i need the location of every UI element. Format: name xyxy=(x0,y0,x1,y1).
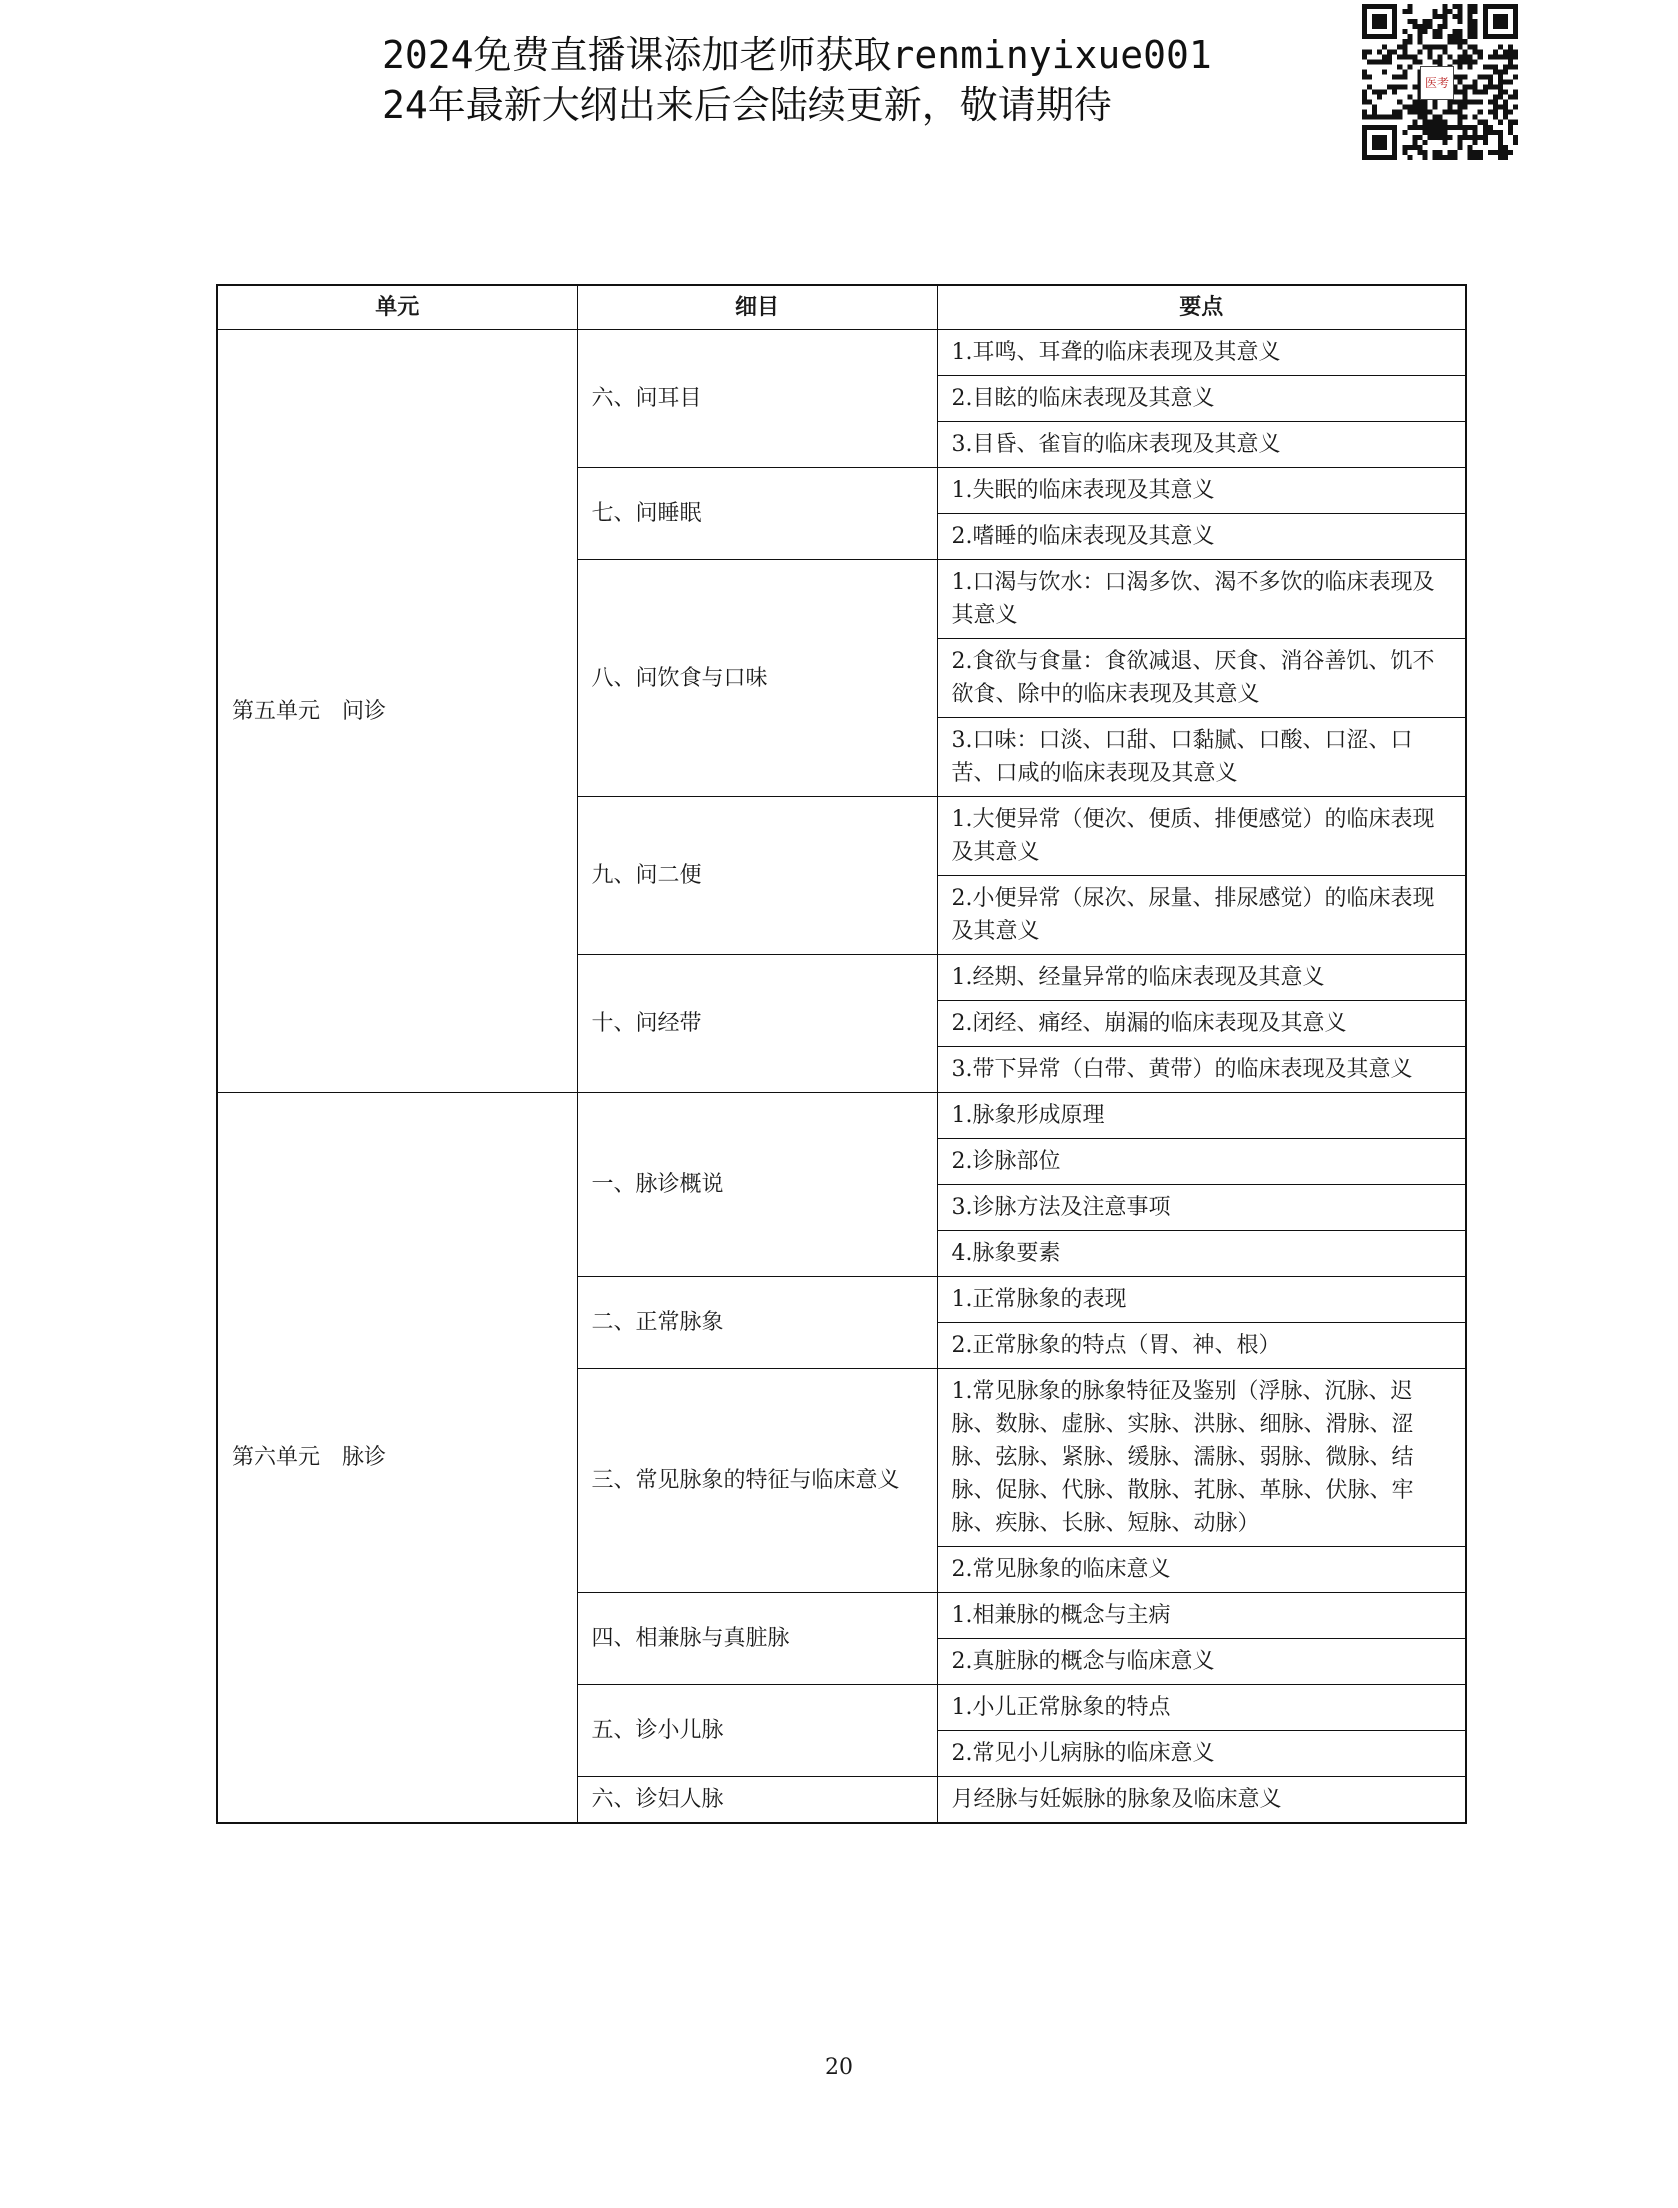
point-cell: 2.小便异常（尿次、尿量、排尿感觉）的临床表现及其意义 xyxy=(937,876,1466,955)
item-cell: 六、诊妇人脉 xyxy=(577,1777,937,1824)
page-number: 20 xyxy=(825,2055,853,2080)
point-cell: 1.相兼脉的概念与主病 xyxy=(937,1593,1466,1639)
header-point: 要点 xyxy=(937,285,1466,330)
point-cell: 1.失眠的临床表现及其意义 xyxy=(937,468,1466,514)
point-cell: 3.带下异常（白带、黄带）的临床表现及其意义 xyxy=(937,1047,1466,1093)
header-line-2: 24年最新大纲出来后会陆续更新，敬请期待 xyxy=(382,83,1112,127)
item-cell: 九、问二便 xyxy=(577,797,937,955)
point-cell: 月经脉与妊娠脉的脉象及临床意义 xyxy=(937,1777,1466,1824)
table-body xyxy=(217,330,1466,1824)
table-row xyxy=(217,330,1466,376)
point-cell: 1.口渴与饮水：口渴多饮、渴不多饮的临床表现及其意义 xyxy=(937,560,1466,639)
table-row xyxy=(217,1093,1466,1139)
header-unit: 单元 xyxy=(217,285,577,330)
point-cell: 2.目眩的临床表现及其意义 xyxy=(937,376,1466,422)
item-cell: 六、问耳目 xyxy=(577,330,937,468)
page-header xyxy=(382,30,1212,130)
point-cell: 1.大便异常（便次、便质、排便感觉）的临床表现及其意义 xyxy=(937,797,1466,876)
qr-badge: 医考 xyxy=(1420,66,1454,100)
point-cell: 2.常见小儿病脉的临床意义 xyxy=(937,1731,1466,1777)
item-cell: 二、正常脉象 xyxy=(577,1277,937,1369)
point-cell: 2.嗜睡的临床表现及其意义 xyxy=(937,514,1466,560)
point-cell: 1.耳鸣、耳聋的临床表现及其意义 xyxy=(937,330,1466,376)
unit-cell: 第六单元 脉诊 xyxy=(217,1093,577,1824)
point-cell: 3.目昏、雀盲的临床表现及其意义 xyxy=(937,422,1466,468)
point-cell: 2.诊脉部位 xyxy=(937,1139,1466,1185)
point-cell: 1.脉象形成原理 xyxy=(937,1093,1466,1139)
header-line-1: 2024免费直播课添加老师获取renminyixue001 xyxy=(382,33,1212,77)
point-cell: 2.正常脉象的特点（胃、神、根） xyxy=(937,1323,1466,1369)
item-cell: 四、相兼脉与真脏脉 xyxy=(577,1593,937,1685)
point-cell: 2.常见脉象的临床意义 xyxy=(937,1547,1466,1593)
point-cell: 2.真脏脉的概念与临床意义 xyxy=(937,1639,1466,1685)
unit-cell: 第五单元 问诊 xyxy=(217,330,577,1093)
point-cell: 1.小儿正常脉象的特点 xyxy=(937,1685,1466,1731)
point-cell: 4.脉象要素 xyxy=(937,1231,1466,1277)
point-cell: 1.正常脉象的表现 xyxy=(937,1277,1466,1323)
point-cell: 3.诊脉方法及注意事项 xyxy=(937,1185,1466,1231)
point-cell: 2.闭经、痛经、崩漏的临床表现及其意义 xyxy=(937,1001,1466,1047)
syllabus-table xyxy=(216,284,1467,1824)
item-cell: 八、问饮食与口味 xyxy=(577,560,937,797)
item-cell: 五、诊小儿脉 xyxy=(577,1685,937,1777)
item-cell: 七、问睡眠 xyxy=(577,468,937,560)
point-cell: 1.经期、经量异常的临床表现及其意义 xyxy=(937,955,1466,1001)
item-cell: 十、问经带 xyxy=(577,955,937,1093)
point-cell: 2.食欲与食量：食欲减退、厌食、消谷善饥、饥不欲食、除中的临床表现及其意义 xyxy=(937,639,1466,718)
header-item: 细目 xyxy=(577,285,937,330)
table-header-row xyxy=(217,285,1466,330)
point-cell: 3.口味：口淡、口甜、口黏腻、口酸、口涩、口苦、口咸的临床表现及其意义 xyxy=(937,718,1466,797)
point-cell: 1.常见脉象的脉象特征及鉴别（浮脉、沉脉、迟脉、数脉、虚脉、实脉、洪脉、细脉、滑脉、涩脉、弦脉、紧脉、缓脉、濡脉、弱脉、微脉、结脉、促脉、代脉、散脉、芤脉、革脉、伏脉、牢脉、疾脉、长脉、短脉、动脉） xyxy=(937,1369,1466,1547)
item-cell: 三、常见脉象的特征与临床意义 xyxy=(577,1369,937,1593)
item-cell: 一、脉诊概说 xyxy=(577,1093,937,1277)
